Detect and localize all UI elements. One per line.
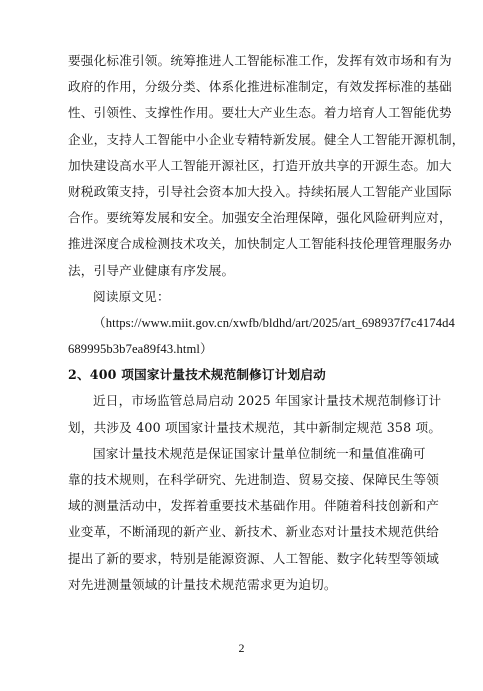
- text-line: 业变革，不断涌现的新产业、新技术、新业态对计量技术规范供给: [68, 524, 440, 540]
- text-line: 划，共涉及 400 项国家计量技术规范，其中新制定规范 358 项。: [68, 419, 442, 435]
- text-line: 加快建设高水平人工智能开源社区，打造开放共享的开源生态。加大: [68, 157, 452, 173]
- text-line: 对先进测量领域的计量技术规范需求更为迫切。: [68, 576, 337, 592]
- text-line: 近日，市场监管总局启动 2025 年国家计量技术规范制修订计: [93, 393, 442, 409]
- source-link-line[interactable]: 689995b3b7ea89f43.html）: [68, 342, 213, 357]
- text-line: 性、引领性、支撑性作用。要壮大产业生态。着力培育人工智能优势: [68, 105, 452, 121]
- text-line: 财税政策支持，引导社会资本加大投入。持续拓展人工智能产业国际: [68, 183, 452, 199]
- text-line: 靠的技术规则，在科学研究、先进制造、贸易交接、保障民生等领: [68, 472, 440, 487]
- paragraph-plan-launch: [68, 388, 442, 440]
- page-content: [68, 48, 465, 598]
- paragraph-metrology-specs: [68, 441, 440, 598]
- text-line: 国家计量技术规范是保证国家计量单位制统一和量值准确可: [93, 445, 426, 461]
- text-line: 推进深度合成检测技术攻关，加快制定人工智能科技伦理管理服务办: [68, 236, 452, 252]
- source-link-line[interactable]: （https://www.miit.gov.cn/xwfb/bldhd/art/2025/art_698937f7c4174d4: [93, 315, 455, 330]
- read-original-label: 阅读原文见：: [93, 288, 170, 304]
- text-line: 企业，支持人工智能中小企业专精特新发展。健全人工智能开源机制，: [68, 131, 465, 147]
- text-line: 要强化标准引领。统筹推进人工智能标准工作，发挥有效市场和有为: [68, 53, 452, 68]
- text-line: 域的测量活动中，发挥着重要技术基础作用。伴随着科技创新和产: [68, 498, 440, 514]
- paragraph-ai-standards: [68, 48, 465, 284]
- section-heading: 2、400 项国家计量技术规范制修订计划启动: [68, 367, 326, 383]
- source-link[interactable]: [68, 310, 455, 362]
- text-line: 提出了新的要求，特别是能源资源、人工智能、数字化转型等领域: [68, 550, 440, 566]
- text-line: 合作。要统筹发展和安全。加强安全治理保障，强化风险研判应对，: [68, 210, 452, 226]
- text-line: 政府的作用，分级分类、体系化推进标准制定，有效发挥标准的基础: [68, 79, 452, 95]
- page-number: 2: [238, 641, 245, 655]
- text-line: 法，引导产业健康有序发展。: [68, 262, 235, 278]
